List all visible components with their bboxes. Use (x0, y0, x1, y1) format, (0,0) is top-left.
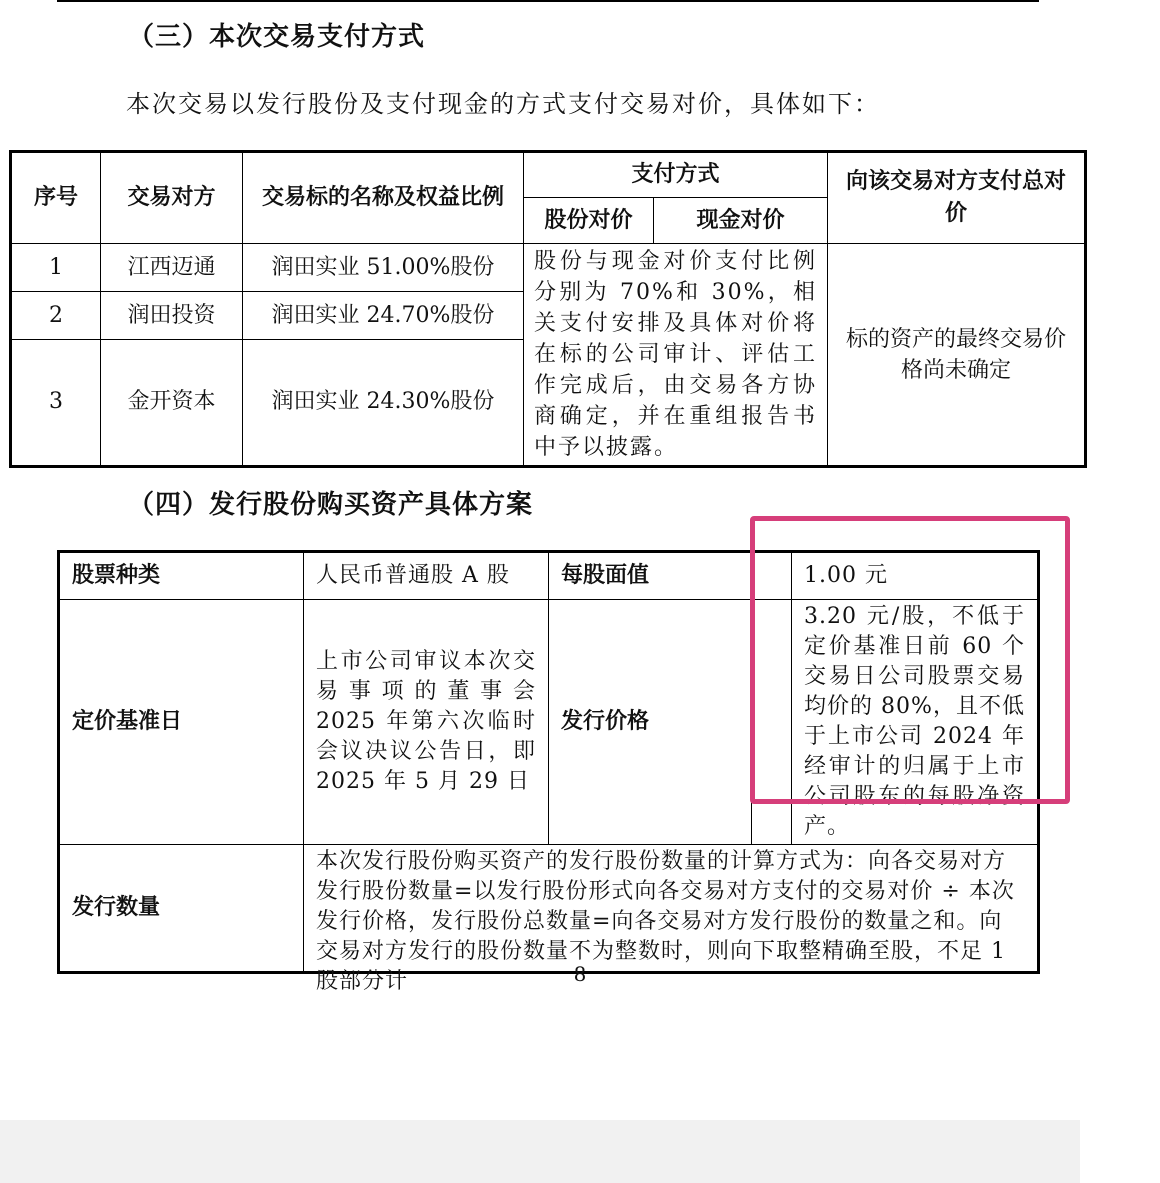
header-cash-consideration: 现金对价 (654, 198, 828, 244)
header-seq: 序号 (11, 152, 101, 244)
header-payment-method: 支付方式 (524, 152, 828, 198)
header-target: 交易标的名称及权益比例 (243, 152, 524, 244)
issue-price-value: 3.20 元/股，不低于定价基准日前 60 个交易日公司股票交易均价的 80%，且不低于上市公司 2024 年经审计的归属于上市公司股东的每股净资产。 (792, 600, 1039, 845)
issue-price-label: 发行价格 (549, 600, 752, 845)
header-total: 向该交易对方支付总对价 (828, 152, 1086, 244)
row-counterparty: 金开资本 (101, 339, 243, 466)
header-share-consideration: 股份对价 (524, 198, 654, 244)
header-counterparty: 交易对方 (101, 152, 243, 244)
pricing-date-value: 上市公司审议本次交易事项的董事会 2025 年第六次临时会议决议公告日，即 2025 年 5 月 29 日 (304, 600, 549, 845)
row-seq: 3 (11, 339, 101, 466)
stock-type-label: 股票种类 (59, 552, 304, 600)
pricing-date-label: 定价基准日 (59, 600, 304, 845)
row-seq: 1 (11, 244, 101, 292)
top-rule (57, 0, 1039, 2)
issue-quantity-cell (304, 845, 1039, 994)
payment-note: 股份与现金对价支付比例分别为 70%和 30%，相关支付安排及具体对价将在标的公司审计、评估工作完成后，由交易各方协商确定，并在重组报告书中予以披露。 (524, 244, 828, 467)
section-3-intro: 本次交易以发行股份及支付现金的方式支付交易对价，具体如下： (126, 90, 880, 118)
page-number: 8 (573, 962, 587, 986)
payment-method-table (9, 150, 1087, 468)
total-note: 标的资产的最终交易价格尚未确定 (828, 244, 1086, 467)
par-value-value: 1.00 元 (792, 552, 1039, 600)
row-target: 润田实业 24.70%股份 (243, 292, 524, 339)
table-row (11, 244, 1086, 292)
row-target: 润田实业 51.00%股份 (243, 244, 524, 292)
highlight-annotation-box (750, 516, 1070, 804)
stock-type-value: 人民币普通股 A 股 (304, 552, 549, 600)
row-seq: 2 (11, 292, 101, 339)
bottom-band (0, 1120, 1080, 1183)
section-4-heading: （四）发行股份购买资产具体方案 (128, 490, 534, 520)
issue-quantity-value: 本次发行股份购买资产的发行股份数量的计算方式为：向各交易对方发行股份数量=以发行股份形式向各交易对方支付的交易对价 ÷ 本次发行价格，发行股份总数量=向各交易对方发行股份的数量之和。向交易对方发行的股份数量不为整数时，则向下取整精确至股，不足 1 股部分计 (316, 849, 1015, 994)
par-value-label: 每股面值 (549, 552, 752, 600)
row-target: 润田实业 24.30%股份 (243, 339, 524, 466)
issue-quantity-label: 发行数量 (59, 845, 304, 973)
section-3-heading: （三）本次交易支付方式 (128, 22, 426, 52)
row-counterparty: 润田投资 (101, 292, 243, 339)
row-counterparty: 江西迈通 (101, 244, 243, 292)
